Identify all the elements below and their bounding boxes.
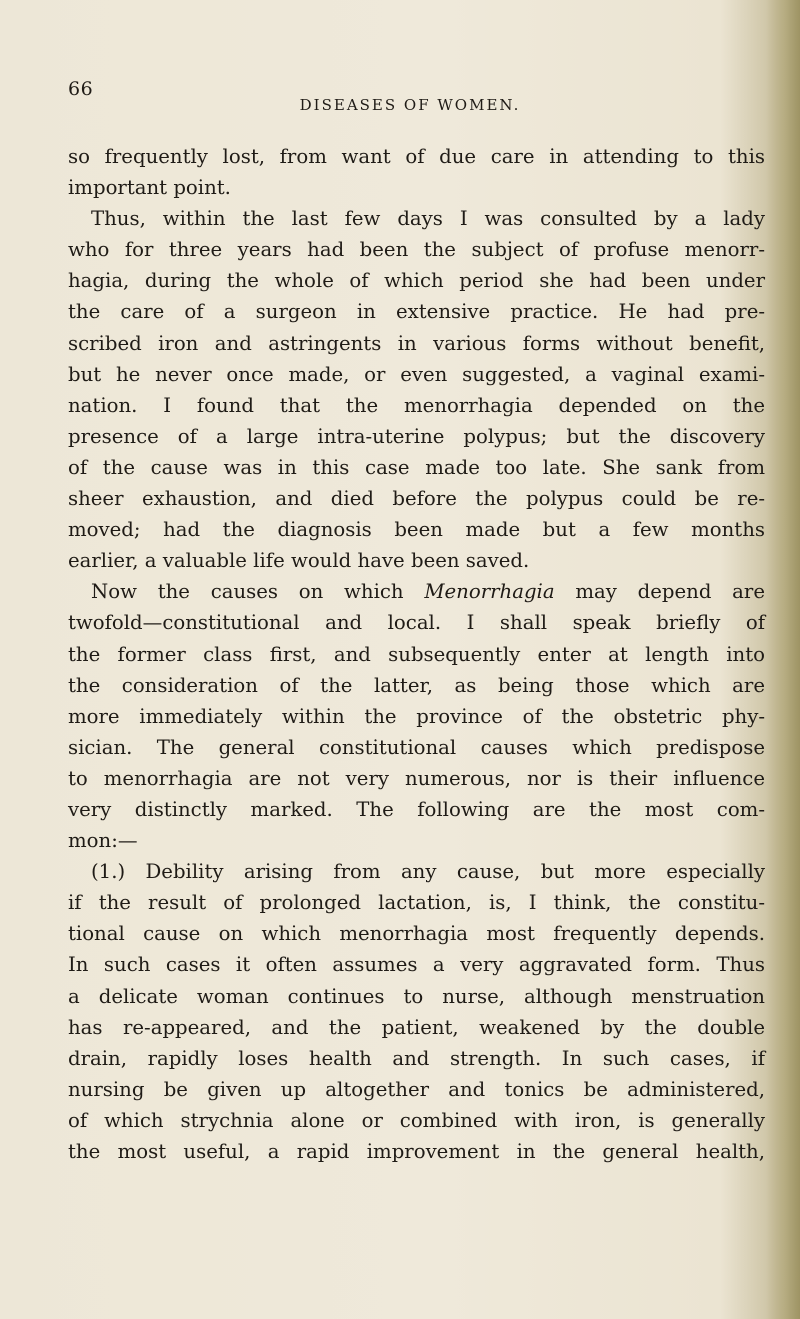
text-line: of which strychnia alone or combined with iron, is generally <box>68 1108 765 1132</box>
text-line-with-italic <box>68 576 765 607</box>
text-line: hagia, during the whole of which period she had been under <box>68 269 765 293</box>
text-line: more immediately within the province of the obstetric phy- <box>68 704 765 728</box>
text-run: Now the causes on which <box>91 580 425 604</box>
text-line: to menorrhagia are not very numerous, nor is their influence <box>68 766 765 790</box>
text-line: nursing be given up altogether and tonics be administered, <box>68 1077 765 1101</box>
text-line: mon:— <box>68 829 138 853</box>
text-line: In such cases it often assumes a very aggravated form. Thus <box>68 953 765 977</box>
text-line: very distinctly marked. The following are the most com- <box>68 797 765 821</box>
text-line: sician. The general constitutional causes which predispose <box>68 735 765 759</box>
text-line: the most useful, a rapid improvement in the general health, <box>68 1140 765 1163</box>
text-line: the former class first, and subsequently enter at length into <box>68 642 765 666</box>
text-line: scribed iron and astringents in various forms without benefit, <box>68 331 765 355</box>
text-line: Thus, within the last few days I was consulted by a lady <box>91 207 765 231</box>
page-number: 66 <box>68 78 94 100</box>
text-line: the consideration of the latter, as being those which are <box>68 673 765 697</box>
page-edge-shadow <box>766 0 800 1319</box>
italic-term: Menorrhagia <box>424 580 555 604</box>
text-line: a delicate woman continues to nurse, although menstruation <box>68 984 765 1008</box>
text-line: drain, rapidly loses health and strength. In such cases, if <box>68 1046 765 1070</box>
text-line: presence of a large intra-uterine polypus; but the discovery <box>68 424 765 448</box>
text-line: twofold—constitutional and local. I shall speak briefly of <box>68 611 765 635</box>
text-line: important point. <box>68 176 231 200</box>
text-line: earlier, a valuable life would have been saved. <box>68 549 530 573</box>
text-line: who for three years had been the subject of profuse menorr- <box>68 238 765 262</box>
text-line: but he never once made, or even suggested, a vaginal exami- <box>68 362 765 386</box>
text-line: so frequently lost, from want of due care in attending to this <box>68 145 765 168</box>
running-head: DISEASES OF WOMEN. <box>299 96 521 114</box>
text-line: of the cause was in this case made too late. She sank from <box>68 455 765 479</box>
body-text <box>68 141 765 1167</box>
text-line: sheer exhaustion, and died before the polypus could be re- <box>68 487 765 511</box>
text-line: tional cause on which menorrhagia most frequently depends. <box>68 922 765 946</box>
text-line: has re-appeared, and the patient, weakened by the double <box>68 1015 765 1039</box>
text-line: if the result of prolonged lactation, is, I think, the constitu- <box>68 891 765 915</box>
text-line: nation. I found that the menorrhagia depended on the <box>68 393 765 417</box>
text-line: the care of a surgeon in extensive practice. He had pre- <box>68 300 765 324</box>
text-line: moved; had the diagnosis been made but a few months <box>68 518 765 542</box>
text-line: (1.) Debility arising from any cause, but more especially <box>91 860 765 884</box>
text-run: may depend are <box>554 580 765 604</box>
